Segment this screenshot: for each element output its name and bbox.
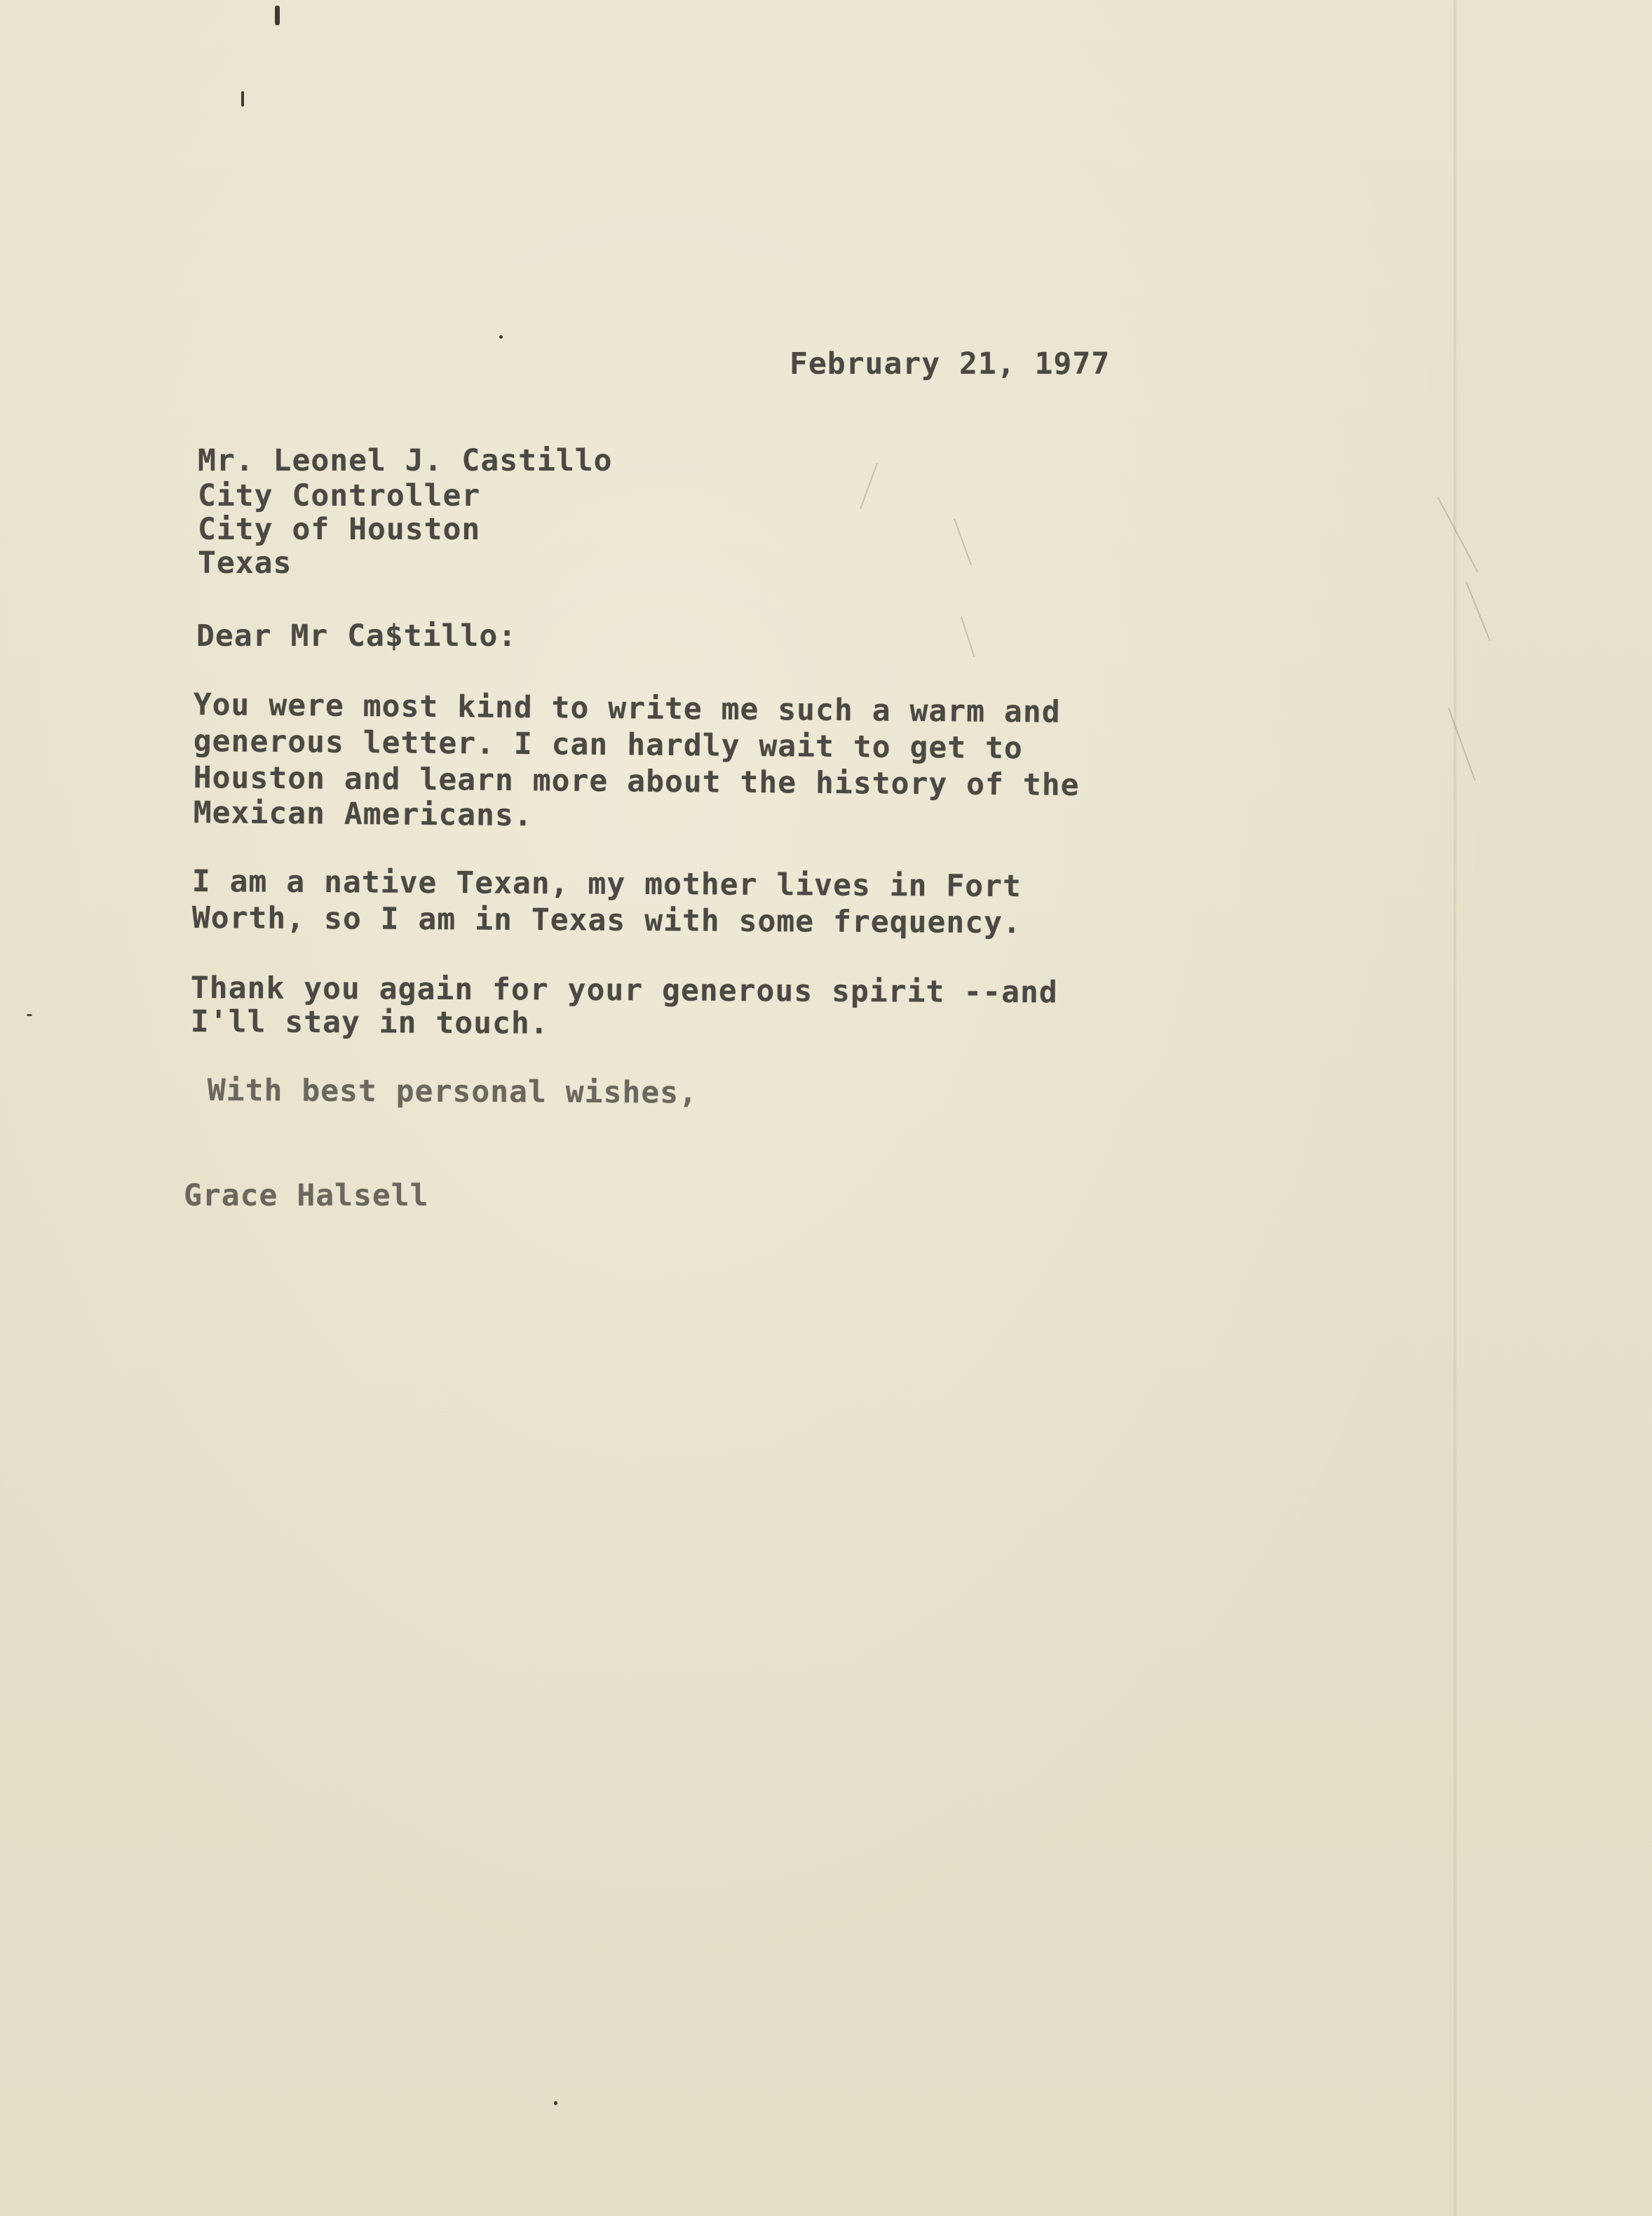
recipient-title: City Controller (198, 478, 481, 513)
paragraph-3-line: I'll stay in touch. (190, 1004, 549, 1041)
salutation: Dear Mr Ca$tillo: (196, 619, 517, 654)
paragraph-1-line: Mexican Americans. (193, 795, 533, 834)
paper-speck (241, 91, 244, 107)
paper-scratch (1465, 581, 1491, 640)
paragraph-2-line: I am a native Texan, my mother lives in Fort (191, 864, 1022, 905)
closing: With best personal wishes, (207, 1073, 698, 1111)
paragraph-1-line: Houston and learn more about the history of the (193, 760, 1080, 804)
paper-scratch (1448, 708, 1476, 781)
letter-date: February 21, 1977 (790, 346, 1111, 381)
recipient-organization: City of Houston (198, 512, 481, 547)
paper-scratch (961, 616, 975, 657)
signature-name: Grace Halsell (184, 1178, 429, 1213)
paragraph-1-line: generous letter. I can hardly wait to get to (193, 724, 1024, 766)
paragraph-1-line: You were most kind to write me such a warm and (193, 687, 1061, 730)
paper-speck (275, 6, 280, 25)
paper-scratch (860, 463, 878, 509)
recipient-state: Texas (198, 546, 292, 581)
paper-speck (499, 335, 503, 339)
recipient-name: Mr. Leonel J. Castillo (198, 443, 613, 478)
paragraph-3-line: Thank you again for your generous spirit --and (190, 971, 1058, 1011)
paper-scratch (1437, 497, 1478, 572)
paper-fold-line (1453, 0, 1457, 2216)
paper-scratch (954, 518, 972, 565)
paper-speck (27, 1014, 32, 1016)
paragraph-2-line: Worth, so I am in Texas with some frequency. (191, 900, 1022, 941)
paper-speck (554, 2101, 557, 2105)
